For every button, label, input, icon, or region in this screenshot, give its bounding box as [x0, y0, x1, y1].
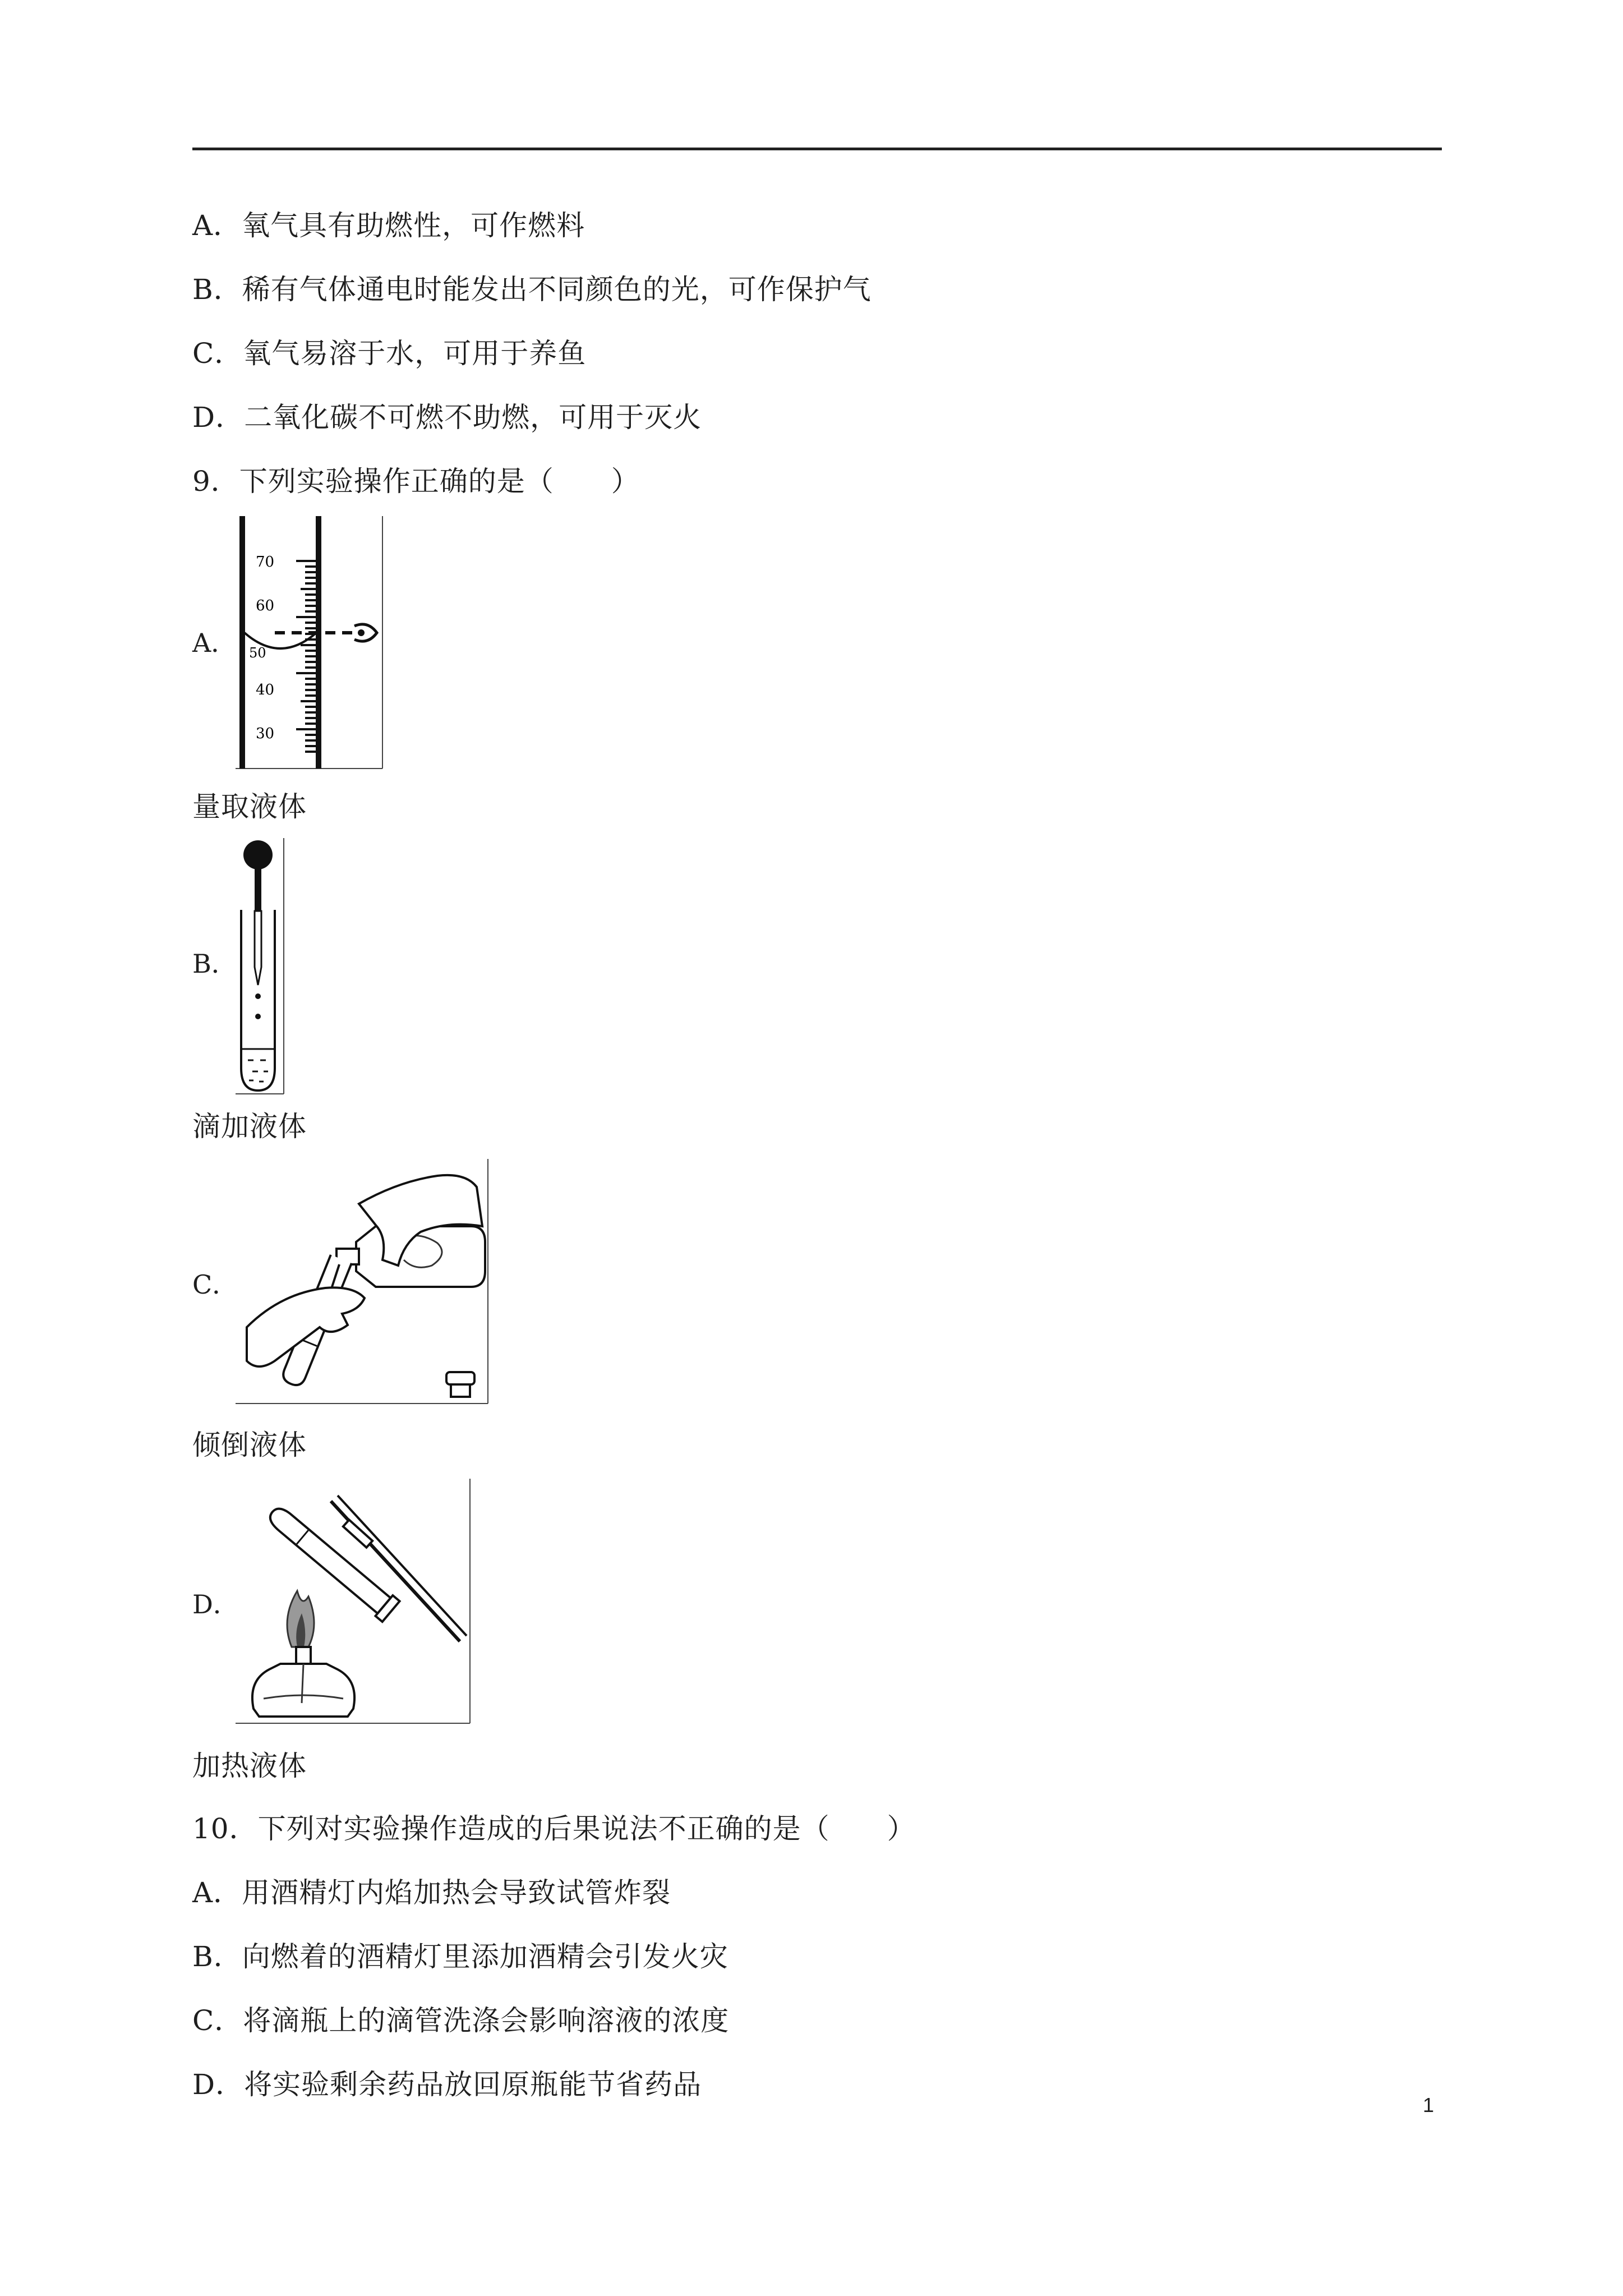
q9-stem: 9．下列实验操作正确的是（ ） [192, 465, 640, 498]
q9-option-a-caption: 量取液体 [192, 790, 307, 823]
graduated-cylinder-figure [236, 516, 387, 772]
heated-test-tube-icon [264, 1502, 399, 1622]
pouring-liquid-figure [236, 1159, 490, 1407]
q9-option-d-caption: 加热液体 [192, 1750, 307, 1782]
q9-option-d-letter: D． [192, 1589, 239, 1619]
q9-option-b-caption: 滴加液体 [192, 1110, 307, 1143]
scale-label-60: 60 [256, 597, 275, 614]
q8-option-c: C．氧气易溶于水，可用于养鱼 [192, 337, 587, 370]
scale-label-70: 70 [256, 554, 275, 570]
scale-label-50: 50 [249, 645, 266, 661]
q10-option-d: D．将实验剩余药品放回原瓶能节省药品 [192, 2068, 702, 2101]
page-number: 1 [1423, 2093, 1435, 2116]
header-rule [192, 148, 1442, 150]
q10-option-b: B．向燃着的酒精灯里添加酒精会引发火灾 [192, 1940, 728, 1973]
scale-label-30: 30 [256, 725, 275, 742]
q9-option-b-letter: B． [192, 949, 237, 979]
q9-option-c-letter: C． [192, 1269, 238, 1300]
q8-option-a: A．氧气具有助燃性，可作燃料 [192, 209, 585, 242]
q9-option-c-caption: 倾倒液体 [192, 1429, 307, 1461]
eye-icon [354, 624, 377, 641]
q10-option-c: C．将滴瓶上的滴管洗涤会影响溶液的浓度 [192, 2004, 730, 2037]
q10-option-a: A．用酒精灯内焰加热会导致试管炸裂 [192, 1876, 671, 1909]
dropper-test-tube-figure [236, 838, 292, 1098]
dropper-bulb-icon [243, 840, 273, 869]
q8-option-b: B．稀有气体通电时能发出不同颜色的光，可作保护气 [192, 273, 872, 306]
q8-option-d: D．二氧化碳不可燃不助燃，可用于灭火 [192, 401, 702, 434]
scale-label-40: 40 [256, 682, 275, 698]
alcohol-lamp-icon [252, 1647, 354, 1717]
bottle-stopper-icon [446, 1372, 474, 1397]
heating-liquid-figure [236, 1479, 472, 1728]
q10-stem: 10．下列对实验操作造成的后果说法不正确的是（ ） [192, 1812, 916, 1845]
q9-option-a-letter: A． [192, 628, 237, 658]
